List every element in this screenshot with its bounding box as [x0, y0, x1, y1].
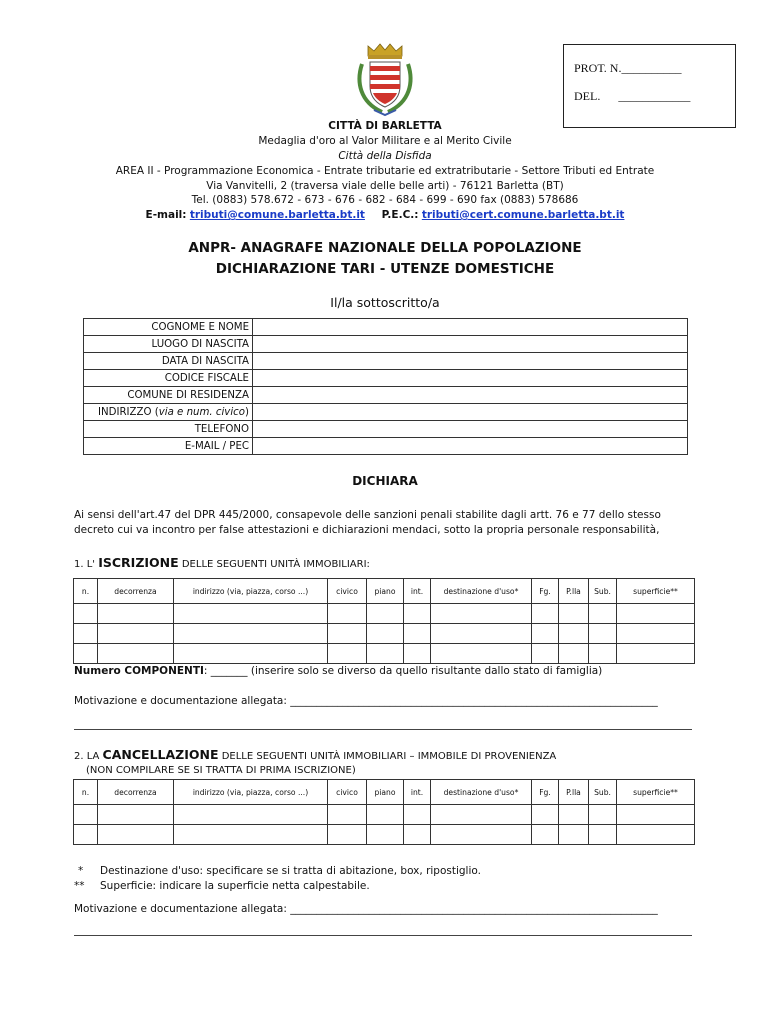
col-header: P.lla — [559, 780, 589, 805]
subscriber-heading: Il/la sottoscritto/a — [330, 295, 440, 310]
protocol-box — [563, 44, 736, 128]
field-row — [84, 387, 688, 404]
table-row — [74, 805, 695, 825]
col-header: piano — [367, 579, 404, 604]
cancellazione-table — [73, 779, 695, 845]
col-header: decorrenza — [98, 579, 174, 604]
field-label: LUOGO DI NASCITA — [84, 336, 253, 353]
col-header: P.lla — [559, 579, 589, 604]
field-input[interactable] — [253, 387, 688, 404]
prot-number-label[interactable]: PROT. N.__________ — [574, 61, 682, 75]
contact-line: E-mail: tributi@comune.barletta.bt.it P.E.C.: tributi@cert.comune.barletta.bt.it — [145, 209, 625, 221]
field-row — [84, 421, 688, 438]
iscrizione-table — [73, 578, 695, 664]
field-label: E-MAIL / PEC — [84, 438, 253, 455]
field-label: COMUNE DI RESIDENZA — [84, 387, 253, 404]
col-header: superficie** — [617, 579, 695, 604]
field-input[interactable] — [253, 421, 688, 438]
col-header: decorrenza — [98, 780, 174, 805]
col-header: piano — [367, 780, 404, 805]
field-input[interactable] — [253, 353, 688, 370]
table-row — [74, 644, 695, 664]
col-header: n. — [74, 780, 98, 805]
motivazione-line-2[interactable]: Motivazione e documentazione allegata: ______________________________________________________________________ — [74, 903, 658, 915]
field-input[interactable] — [253, 319, 688, 336]
footnote-1: * Destinazione d'uso: specificare se si tratta di abitazione, box, ripostiglio. — [78, 865, 481, 877]
col-header: civico — [328, 780, 367, 805]
col-header: n. — [74, 579, 98, 604]
col-header: int. — [404, 579, 431, 604]
field-label: TELEFONO — [84, 421, 253, 438]
phone-line: Tel. (0883) 578.672 - 673 - 676 - 682 - 684 - 699 - 690 fax (0883) 578686 — [191, 194, 579, 206]
form-title-line1: ANPR- ANAGRAFE NAZIONALE DELLA POPOLAZIONE — [188, 240, 582, 256]
field-row — [84, 370, 688, 387]
field-row — [84, 353, 688, 370]
col-header: int. — [404, 780, 431, 805]
field-row — [84, 319, 688, 336]
field-label: INDIRIZZO (via e num. civico) — [84, 404, 253, 421]
section1-heading: 1. L' ISCRIZIONE DELLE SEGUENTI UNITÀ IMMOBILIARI: — [74, 555, 370, 570]
col-header: indirizzo (via, piazza, corso ...) — [174, 780, 328, 805]
col-header: Sub. — [589, 780, 617, 805]
pec-link[interactable]: tributi@cert.comune.barletta.bt.it — [421, 209, 625, 221]
footnote-2: ** Superficie: indicare la superficie netta calpestabile. — [74, 880, 370, 892]
field-label: DATA DI NASCITA — [84, 353, 253, 370]
field-input[interactable] — [253, 438, 688, 455]
field-label: COGNOME E NOME — [84, 319, 253, 336]
componenti-line[interactable]: Numero COMPONENTI: _______ (inserire solo se diverso da quello risultante dallo stato di famiglia) — [74, 665, 603, 677]
field-input[interactable] — [253, 370, 688, 387]
medal-line: Medaglia d'oro al Valor Militare e al Merito Civile — [258, 135, 512, 147]
table-header-row — [74, 579, 695, 604]
blank-line[interactable] — [74, 935, 692, 936]
form-title-line2: DICHIARAZIONE TARI - UTENZE DOMESTICHE — [215, 261, 555, 277]
table-row — [74, 624, 695, 644]
col-header: indirizzo (via, piazza, corso ...) — [174, 579, 328, 604]
field-label: CODICE FISCALE — [84, 370, 253, 387]
address-line: Via Vanvitelli, 2 (traversa viale delle belle arti) - 76121 Barletta (BT) — [206, 180, 564, 192]
col-header: destinazione d'uso* — [431, 579, 532, 604]
field-row — [84, 438, 688, 455]
field-row — [84, 404, 688, 421]
col-header: Sub. — [589, 579, 617, 604]
col-header: destinazione d'uso* — [431, 780, 532, 805]
field-input[interactable] — [253, 336, 688, 353]
table-row — [74, 604, 695, 624]
email-link[interactable]: tributi@comune.barletta.bt.it — [189, 209, 365, 221]
department-line: AREA II - Programmazione Economica - Entrate tributarie ed extratributarie - Settore Tributi ed Entrate — [115, 165, 655, 177]
field-row — [84, 336, 688, 353]
col-header: Fg. — [532, 780, 559, 805]
city-name: CITTÀ DI BARLETTA — [328, 120, 442, 132]
col-header: Fg. — [532, 579, 559, 604]
city-motto: Città della Disfida — [338, 150, 432, 162]
field-input[interactable] — [253, 404, 688, 421]
col-header: civico — [328, 579, 367, 604]
col-header: superficie** — [617, 780, 695, 805]
city-emblem — [354, 42, 416, 118]
intro-paragraph: Ai sensi dell'art.47 del DPR 445/2000, consapevole delle sanzioni penali stabilite dagli artt. 76 e 77 dello stesso decreto cui va incontro per false attestazioni e dichiarazioni mendaci, sotto la propria personale responsabilità, — [74, 509, 661, 536]
table-header-row — [74, 780, 695, 805]
dichiara-heading: DICHIARA — [352, 474, 418, 488]
personal-data-table — [83, 318, 688, 455]
table-row — [74, 825, 695, 845]
prot-date-label[interactable]: DEL. ____________ — [574, 89, 691, 103]
motivazione-line-1[interactable]: Motivazione e documentazione allegata: ______________________________________________________________________ — [74, 695, 658, 707]
section2-note: (NON COMPILARE SE SI TRATTA DI PRIMA ISCRIZIONE) — [86, 765, 356, 776]
section2-heading: 2. LA CANCELLAZIONE DELLE SEGUENTI UNITÀ IMMOBILIARI – IMMOBILE DI PROVENIENZA — [74, 747, 557, 762]
blank-line[interactable] — [74, 729, 692, 730]
